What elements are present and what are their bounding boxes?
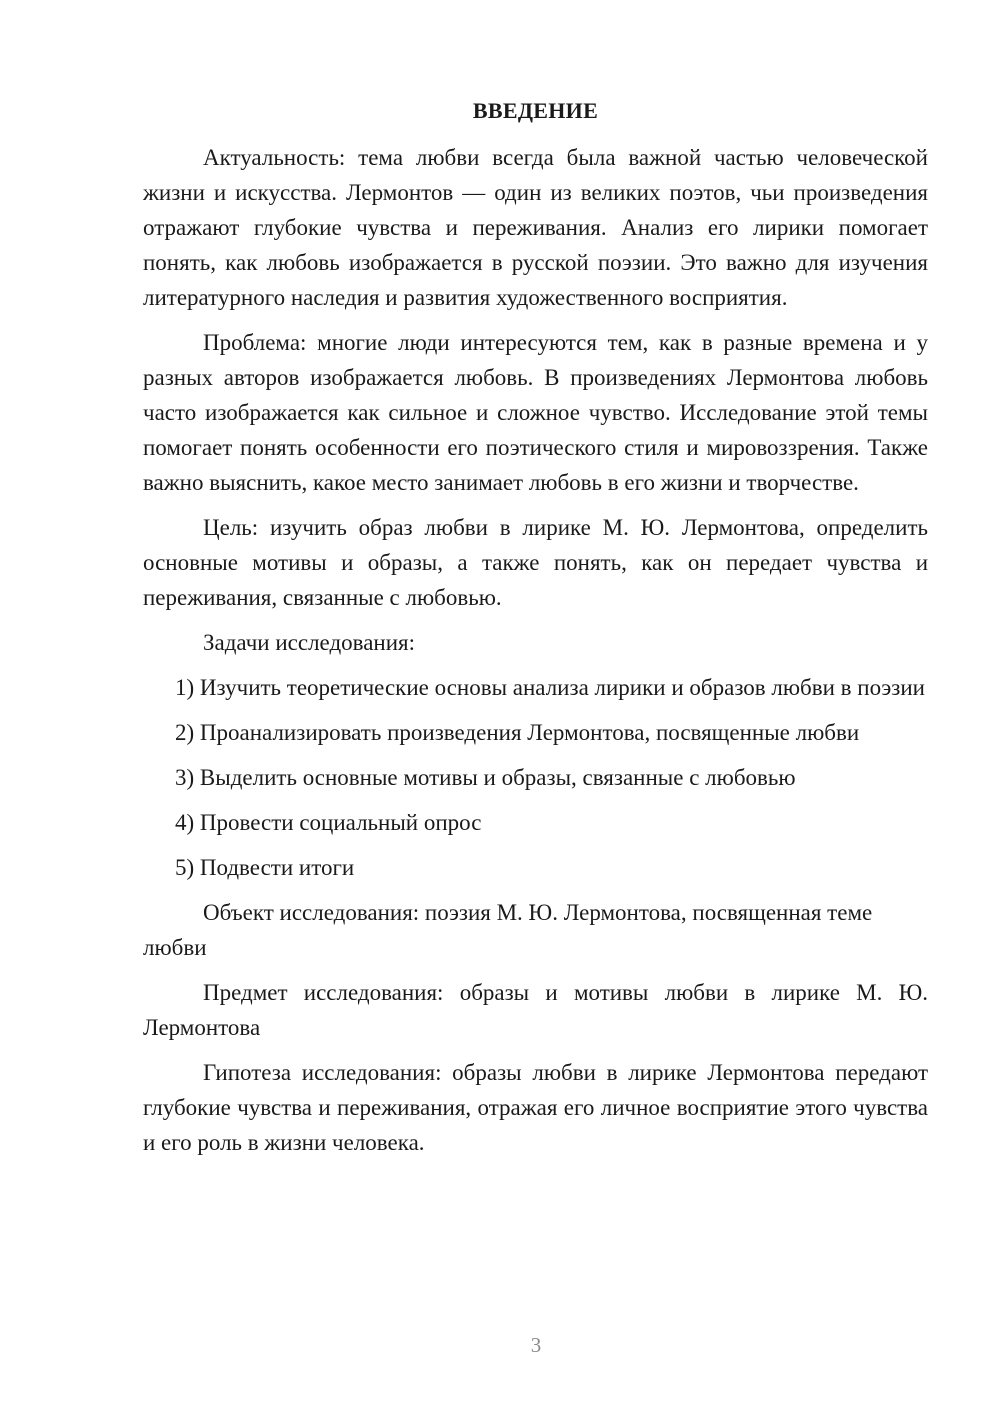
page-title: ВВЕДЕНИЕ bbox=[472, 98, 599, 123]
goal-paragraph: Цель: изучить образ любви в лирике М. Ю. Лермонтова, определить основные мотивы и образы, а также понять, как он передает чувства и переживания, связанные с любовью. bbox=[143, 515, 928, 610]
task-item: 1) Изучить теоретические основы анализа лирики и образов любви в поэзии bbox=[175, 675, 925, 700]
task-item: 4) Провести социальный опрос bbox=[175, 810, 482, 835]
object-paragraph: Объект исследования: поэзия М. Ю. Лермонтова, посвященная теме любви bbox=[143, 900, 873, 960]
hypothesis-paragraph: Гипотеза исследования: образы любви в лирике Лермонтова передают глубокие чувства и переживания, отражая его личное восприятие этого чувства и его роль в жизни человека. bbox=[143, 1060, 928, 1155]
document-body bbox=[143, 94, 928, 1170]
task-item: 2) Проанализировать произведения Лермонтова, посвященные любви bbox=[175, 720, 860, 745]
problem-paragraph: Проблема: многие люди интересуются тем, как в разные времена и у разных авторов изображается любовь. В произведениях Лермонтова любовь часто изображается как сильное и сложное чувство. Исследование этой темы помогает понять особенности его поэтического стиля и мировоззрения. Также важно выяснить, какое место занимает любовь в его жизни и творчестве. bbox=[143, 330, 928, 495]
tasks-heading: Задачи исследования: bbox=[203, 630, 416, 655]
relevance-paragraph: Актуальность: тема любви всегда была важной частью человеческой жизни и искусства. Лермонтов — один из великих поэтов, чьи произведения отражают глубокие чувства и переживания. Анализ его лирики помогает понять, как любовь изображается в русской поэзии. Это важно для изучения литературного наследия и развития художественного восприятия. bbox=[143, 145, 928, 310]
page-number: 3 bbox=[530, 1333, 542, 1357]
task-item: 3) Выделить основные мотивы и образы, связанные с любовью bbox=[175, 765, 796, 790]
subject-paragraph: Предмет исследования: образы и мотивы любви в лирике М. Ю. Лермонтова bbox=[143, 980, 928, 1040]
task-item: 5) Подвести итоги bbox=[175, 855, 355, 880]
